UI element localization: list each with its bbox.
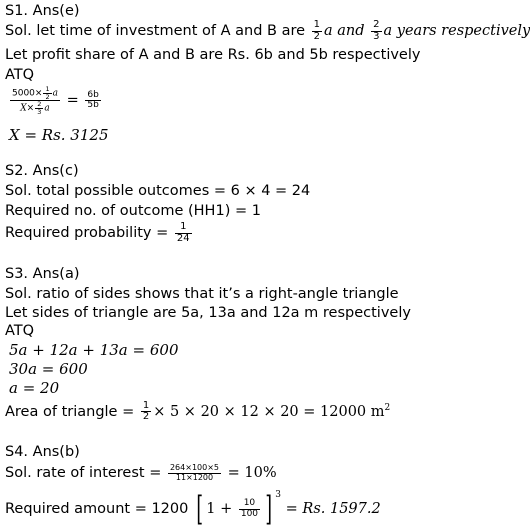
denominator: 100	[240, 508, 259, 519]
exponent: 2	[384, 403, 391, 413]
math-text: a and	[324, 23, 365, 39]
denominator: 2	[45, 92, 50, 101]
denominator: 5b	[87, 100, 99, 110]
term: a	[44, 103, 50, 114]
s4-rate-line	[5, 464, 277, 482]
numerator: 2	[37, 100, 42, 108]
s2-probability-line	[5, 222, 194, 244]
fraction	[35, 101, 43, 115]
equals-sign: =	[66, 92, 79, 109]
numerator: 6b	[87, 89, 99, 100]
s2-prob-prefix: Required probability =	[5, 225, 169, 241]
s3-eq2: 30a = 600	[9, 360, 88, 378]
denominator: 2	[142, 411, 150, 423]
math-text: 1 +	[206, 501, 233, 517]
numerator: 10	[239, 499, 260, 509]
denominator: 2	[313, 30, 321, 42]
math-text: × 5 × 20 × 12 × 20 = 12000 m	[153, 403, 385, 420]
fraction	[371, 20, 381, 42]
s3-area-prefix: Area of triangle =	[5, 403, 135, 420]
denominator: 3	[373, 30, 380, 42]
fraction	[43, 86, 51, 100]
fraction	[175, 222, 192, 244]
numerator: 2	[373, 19, 380, 30]
s2-line1: Sol. total possible outcomes = 6 × 4 = 24	[5, 183, 311, 199]
fraction	[312, 20, 322, 42]
s3-heading: S3. Ans(a)	[5, 266, 80, 282]
s1-equation	[8, 86, 103, 115]
big-fraction	[10, 86, 60, 115]
s4-heading: S4. Ans(b)	[5, 444, 80, 460]
s2-line2: Required no. of outcome (HH1) = 1	[5, 203, 261, 219]
s1-atq: ATQ	[5, 67, 35, 83]
s1-sol-line	[5, 20, 530, 42]
fraction	[168, 464, 221, 482]
fraction	[239, 499, 260, 519]
s1-profit-line: Let profit share of A and B are Rs. 6b and 5b respectively	[5, 47, 421, 63]
denominator: 11×1200	[175, 472, 214, 482]
math-text: a years respectively	[383, 23, 530, 39]
numerator: 264×100×5	[169, 463, 220, 473]
numerator: 1	[45, 85, 50, 93]
numerator: 1	[175, 222, 192, 234]
numerator	[10, 86, 60, 101]
s4-rate-prefix: Sol. rate of interest =	[5, 465, 162, 481]
s4-amount-prefix: Required amount = 1200	[5, 501, 189, 517]
s1-heading: S1. Ans(e)	[5, 3, 80, 19]
term: a	[52, 88, 58, 99]
denominator	[10, 101, 60, 115]
term: 5000×	[12, 88, 43, 99]
s3-eq1: 5a + 12a + 13a = 600	[9, 341, 179, 359]
denominator: 24	[176, 232, 190, 244]
numerator: 1	[313, 19, 321, 30]
fraction	[85, 91, 100, 111]
right-bracket: ]	[265, 489, 272, 529]
math-text: = 10%	[227, 465, 277, 481]
s3-area-line	[5, 399, 390, 423]
math-text: = Rs. 1597.2	[285, 501, 381, 517]
denominator: 3	[37, 107, 42, 116]
s3-line2: Let sides of triangle are 5a, 13a and 12a m respectively	[5, 305, 411, 321]
s1-result: X = Rs. 3125	[9, 126, 109, 144]
left-bracket: [	[196, 489, 203, 529]
term: X×	[20, 103, 35, 114]
s4-amount-line	[5, 489, 381, 529]
numerator: 1	[142, 399, 150, 411]
s3-atq: ATQ	[5, 323, 35, 339]
s3-eq3: a = 20	[9, 379, 60, 397]
s1-sol-prefix: Sol. let time of investment of A and B are	[5, 23, 306, 39]
s3-line1: Sol. ratio of sides shows that it’s a right-angle triangle	[5, 286, 399, 302]
fraction	[141, 401, 151, 423]
exponent: 3	[275, 490, 282, 501]
s2-heading: S2. Ans(c)	[5, 163, 79, 179]
